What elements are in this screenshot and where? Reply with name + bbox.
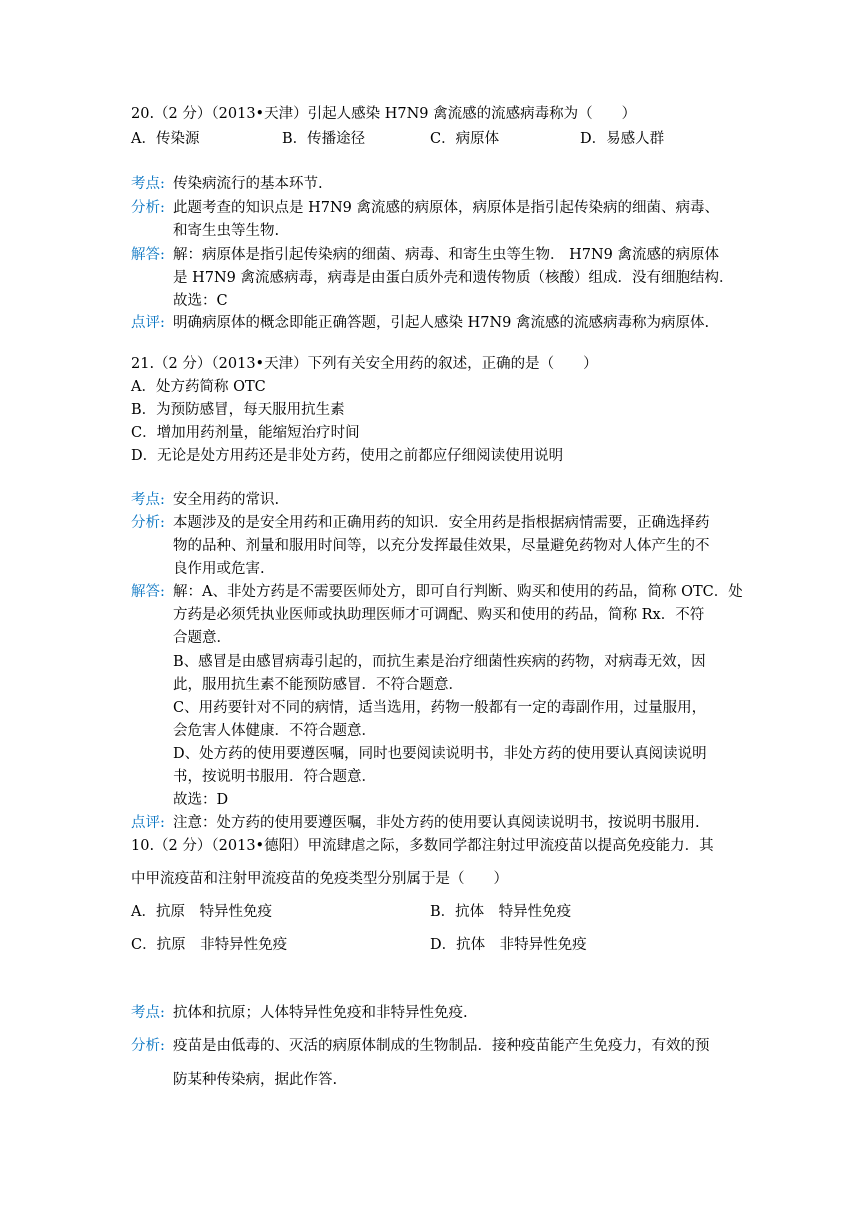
- q21-option-b: B．为预防感冒，每天服用抗生素: [131, 402, 345, 418]
- q20-fenxi-line: 此题考查的知识点是 H7N9 禽流感的病原体，病原体是指引起传染病的细菌、病毒、: [173, 200, 719, 216]
- q20-dianping-text: 明确病原体的概念即能正确答题，引起人感染 H7N9 禽流感的流感病毒称为病原体.: [173, 315, 710, 331]
- q20-option-b: B．传播途径: [282, 131, 366, 147]
- q20-fenxi-line: 和寄生虫等生物.: [173, 223, 280, 239]
- q20-jieda-line: 是 H7N9 禽流感病毒，病毒是由蛋白质外壳和遗传物质（核酸）组成．没有细胞结构．: [173, 270, 734, 286]
- q21-jieda-line: D、处方药的使用要遵医嘱，同时也要阅读说明书，非处方药的使用要认真阅读说明: [173, 746, 707, 762]
- q21-jieda-line: C、用药要针对不同的病情，适当选用，药物一般都有一定的毒副作用，过量服用，: [173, 700, 707, 716]
- q20-kaodian-text: 传染病流行的基本环节.: [173, 176, 323, 192]
- q21-jieda-line: 此，服用抗生素不能预防感冒．不符合题意．: [173, 677, 463, 693]
- q21-fenxi-label: 分析:: [131, 515, 165, 531]
- q10-stem-line: 10.（2 分）（2013•德阳）甲流肆虐之际，多数同学都注射过甲流疫苗以提高免疫能力．其: [131, 838, 714, 854]
- q21-option-d: D．无论是处方用药还是非处方药，使用之前都应仔细阅读使用说明: [131, 448, 564, 464]
- q21-option-a: A．处方药简称 OTC: [131, 379, 266, 395]
- q21-jieda-line: 方药是必须凭执业医师或执助理医师才可调配、购买和使用的药品，简称 Rx．不符: [173, 607, 705, 623]
- q21-stem: 21.（2 分）（2013•天津）下列有关安全用药的叙述，正确的是（ ）: [131, 356, 598, 372]
- q10-kaodian-text: 抗体和抗原；人体特异性免疫和非特异性免疫.: [173, 1005, 468, 1021]
- q10-fenxi-line: 疫苗是由低毒的、灭活的病原体制成的生物制品．接种疫苗能产生免疫力，有效的预: [173, 1038, 710, 1054]
- q20-option-d: D．易感人群: [580, 131, 665, 147]
- q10-option-c: C．抗原 非特异性免疫: [131, 937, 288, 953]
- q21-jieda-line: B、感冒是由感冒病毒引起的，而抗生素是治疗细菌性疾病的药物，对病毒无效，因: [173, 654, 706, 670]
- q21-option-c: C．增加用药剂量，能缩短治疗时间: [131, 425, 360, 441]
- q10-fenxi-line: 防某种传染病，据此作答.: [173, 1072, 338, 1088]
- q21-fenxi-line: 本题涉及的是安全用药和正确用药的知识．安全用药是指根据病情需要，正确选择药: [173, 515, 710, 531]
- q21-jieda-line: 会危害人体健康．不符合题意．: [173, 723, 376, 739]
- q20-jieda-line: 故选：C: [173, 293, 228, 309]
- q10-option-a: A．抗原 特异性免疫: [131, 904, 272, 920]
- q21-fenxi-line: 物的品种、剂量和服用时间等，以充分发挥最佳效果，尽量避免药物对人体产生的不: [173, 538, 710, 554]
- q10-option-b: B．抗体 特异性免疫: [430, 904, 572, 920]
- q20-kaodian-label: 考点:: [131, 176, 165, 192]
- q20-jieda-label: 解答:: [131, 247, 165, 263]
- q21-fenxi-line: 良作用或危害.: [173, 561, 265, 577]
- q20-option-c: C．病原体: [430, 131, 500, 147]
- q10-stem-line: 中甲流疫苗和注射甲流疫苗的免疫类型分别属于是（ ）: [131, 871, 508, 887]
- q20-fenxi-label: 分析:: [131, 200, 165, 216]
- q21-jieda-label: 解答:: [131, 584, 165, 600]
- q10-fenxi-label: 分析:: [131, 1038, 165, 1054]
- q21-dianping-text: 注意：处方药的使用要遵医嘱，非处方药的使用要认真阅读说明书，按说明书服用.: [173, 815, 700, 831]
- q10-option-d: D．抗体 非特异性免疫: [430, 937, 587, 953]
- q10-kaodian-label: 考点:: [131, 1005, 165, 1021]
- q20-jieda-line: 解：病原体是指引起传染病的细菌、病毒、和寄生虫等生物． H7N9 禽流感的病原体: [173, 247, 719, 263]
- q21-kaodian-text: 安全用药的常识.: [173, 492, 280, 508]
- q21-jieda-line: 书，按说明书服用．符合题意．: [173, 769, 376, 785]
- q21-jieda-line: 解：A、非处方药是不需要医师处方，即可自行判断、购买和使用的药品，简称 OTC．处: [173, 584, 743, 600]
- q21-jieda-line: 合题意．: [173, 630, 231, 646]
- q20-dianping-label: 点评:: [131, 315, 165, 331]
- q20-stem: 20.（2 分）（2013•天津）引起人感染 H7N9 禽流感的流感病毒称为（ ）: [131, 106, 637, 122]
- q21-dianping-label: 点评:: [131, 815, 165, 831]
- q21-kaodian-label: 考点:: [131, 492, 165, 508]
- q20-option-a: A．传染源: [131, 131, 200, 147]
- q21-jieda-line: 故选：D: [173, 792, 229, 808]
